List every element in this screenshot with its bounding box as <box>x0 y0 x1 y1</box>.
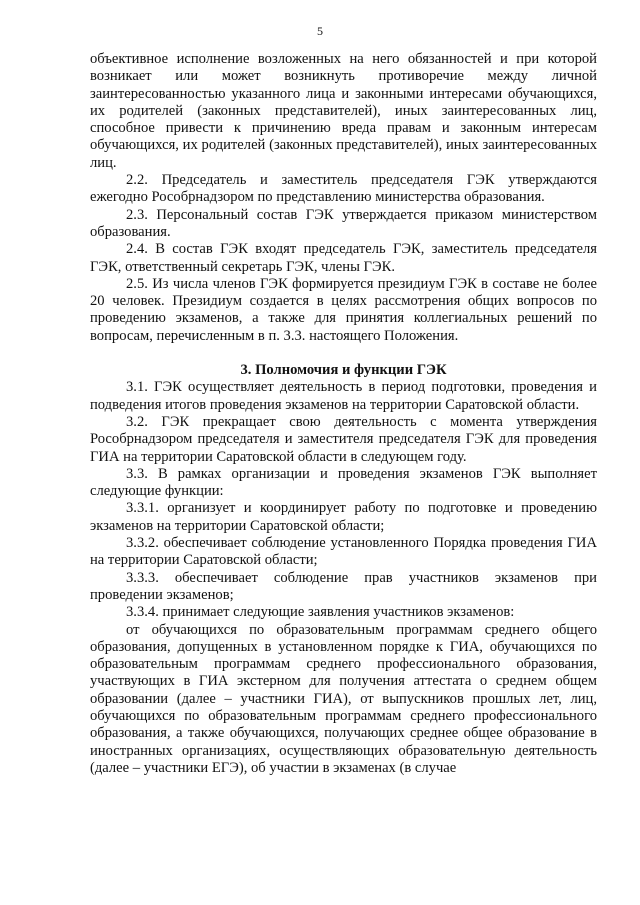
paragraph-2-5: 2.5. Из числа членов ГЭК формируется президиум ГЭК в составе не более 20 человек. Президиум создается в целях рассмотрения общих вопросов по проведению экзаменов, а также для принятия коллегиальных решений по вопросам, перечисленным в п. 3.3. настоящего Положения. <box>90 275 597 344</box>
paragraph-2-3: 2.3. Персональный состав ГЭК утверждается приказом министерством образования. <box>90 206 597 240</box>
paragraph-2-2: 2.2. Председатель и заместитель председателя ГЭК утверждаются ежегодно Рособрнадзором по представлению министерства образования. <box>90 172 597 206</box>
page-number: 5 <box>317 24 323 38</box>
paragraph-3-3: 3.3. В рамках организации и проведения экзаменов ГЭК выполняет следующие функции: <box>90 465 597 500</box>
paragraph-3-3-3: 3.3.3. обеспечивает соблюдение прав участников экзаменов при проведении экзаменов; <box>90 569 597 603</box>
paragraph-3-1: 3.1. ГЭК осуществляет деятельность в период подготовки, проведения и подведения итогов проведения экзаменов на территории Саратовской области. <box>90 379 597 413</box>
paragraph-3-3-1: 3.3.1. организует и координирует работу по подготовке и проведению экзаменов на территории Саратовской области; <box>90 500 597 534</box>
paragraph-3-2: 3.2. ГЭК прекращает свою деятельность с момента утверждения Рособрнадзором председателя и заместителя председателя ГЭК для проведения ГИА на территории Саратовской области в следующем году. <box>90 413 597 465</box>
paragraph-continuation: объективное исполнение возложенных на него обязанностей и при которой возникает или может возникнуть противоречие между личной заинтересованностью указанного лица и законными интересами обучающихся, их родителей (законных представителей), иных заинтересованных лиц, способное привести к причинению вреда правам и законным интересам обучающихся, их родителей (законных представителей), иных заинтересованных лиц. <box>90 51 597 171</box>
paragraph-applicants: от обучающихся по образовательным программам среднего общего образования, допущенных в установленном порядке к ГИА, обучающихся по образовательным программам среднего профессионального образования, участвующих в ГИА экстерном для получения аттестата о среднем общем образовании (далее – участники ГИА), от выпускников прошлых лет, лиц, обучающихся по образовательным программам среднего профессионального образования, а также обучающихся, получающих среднее общее образование в иностранных организациях, осуществляющих образовательную деятельность (далее – участники ЕГЭ), об участии в экзаменах (в случае <box>90 621 597 776</box>
document-body <box>90 51 597 777</box>
paragraph-3-3-4: 3.3.4. принимает следующие заявления участников экзаменов: <box>126 604 515 621</box>
paragraph-3-3-2: 3.3.2. обеспечивает соблюдение установленного Порядка проведения ГИА на территории Саратовской области; <box>90 535 597 569</box>
section-heading: 3. Полномочия и функции ГЭК <box>240 362 447 379</box>
paragraph-2-4: 2.4. В состав ГЭК входят председатель ГЭК, заместитель председателя ГЭК, ответственный секретарь ГЭК, члены ГЭК. <box>90 241 597 275</box>
